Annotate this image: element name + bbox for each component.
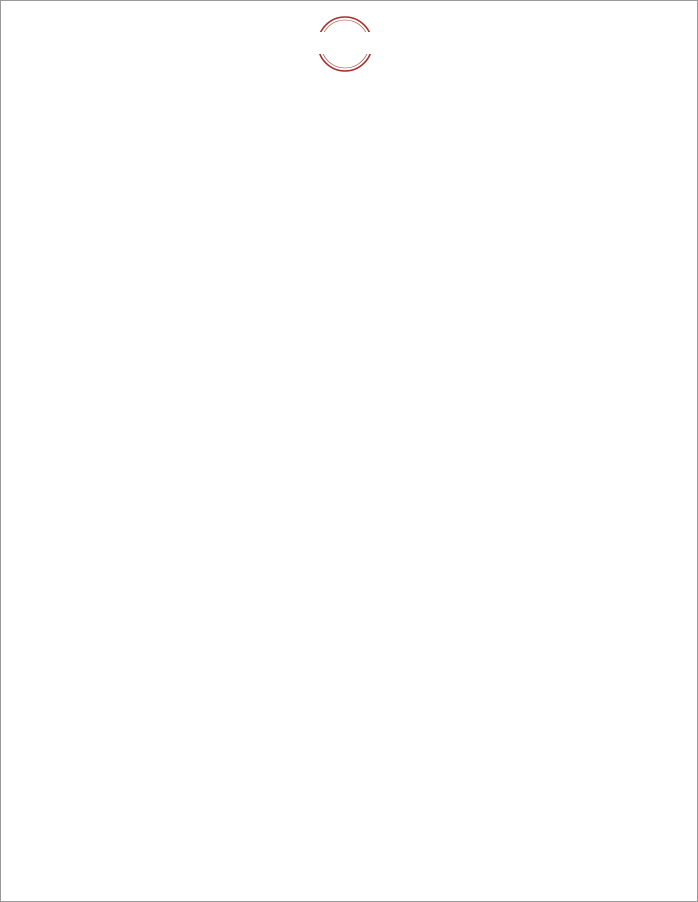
- mama-san-logo: [304, 14, 386, 74]
